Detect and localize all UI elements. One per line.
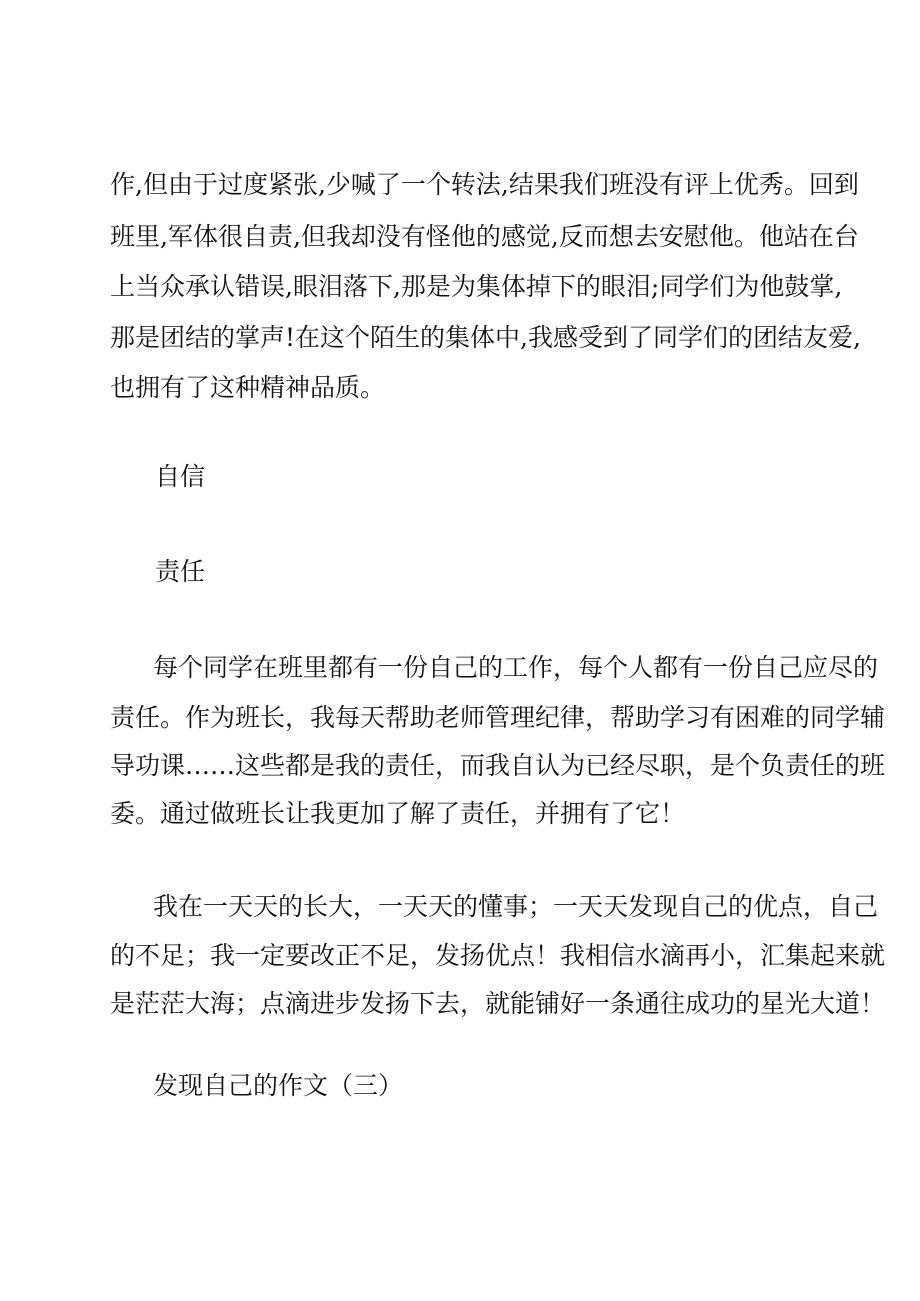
paragraph-3-line-3: 是茫茫大海；点滴进步发扬下去，就能铺好一条通往成功的星光大道！ xyxy=(110,989,886,1018)
paragraph-3-line-2: 的不足；我一定要改正不足，发扬优点！我相信水滴再小，汇集起来就 xyxy=(110,941,886,970)
paragraph-1-line-2: 班里,军体很自责,但我却没有怪他的感觉,反而想去安慰他。他站在台 xyxy=(110,222,859,251)
paragraph-2-line-3: 导功课……这些都是我的责任，而我自认为已经尽职，是个负责任的班 xyxy=(110,751,886,780)
heading-confidence: 自信 xyxy=(155,462,206,491)
heading-essay-3: 发现自己的作文（三） xyxy=(153,1071,404,1100)
paragraph-1-line-5: 也拥有了这种精神品质。 xyxy=(110,373,386,402)
heading-responsibility: 责任 xyxy=(155,557,206,586)
paragraph-2-line-4: 委。通过做班长让我更加了解了责任，并拥有了它！ xyxy=(110,799,686,828)
paragraph-2-line-1: 每个同学在班里都有一份自己的工作，每个人都有一份自己应尽的 xyxy=(153,653,879,682)
paragraph-1-line-1: 作,但由于过度紧张,少喊了一个转法,结果我们班没有评上优秀。回到 xyxy=(110,170,859,199)
paragraph-1-line-4: 那是团结的掌声!在这个陌生的集体中,我感受到了同学们的团结友爱, xyxy=(110,323,861,352)
paragraph-3-line-1: 我在一天天的长大，一天天的懂事；一天天发现自己的优点，自己 xyxy=(153,892,879,921)
paragraph-1-line-3: 上当众承认错误,眼泪落下,那是为集体掉下的眼泪;同学们为他鼓掌, xyxy=(110,272,843,301)
paragraph-2-line-2: 责任。作为班长，我每天帮助老师管理纪律，帮助学习有困难的同学辅 xyxy=(110,703,886,732)
